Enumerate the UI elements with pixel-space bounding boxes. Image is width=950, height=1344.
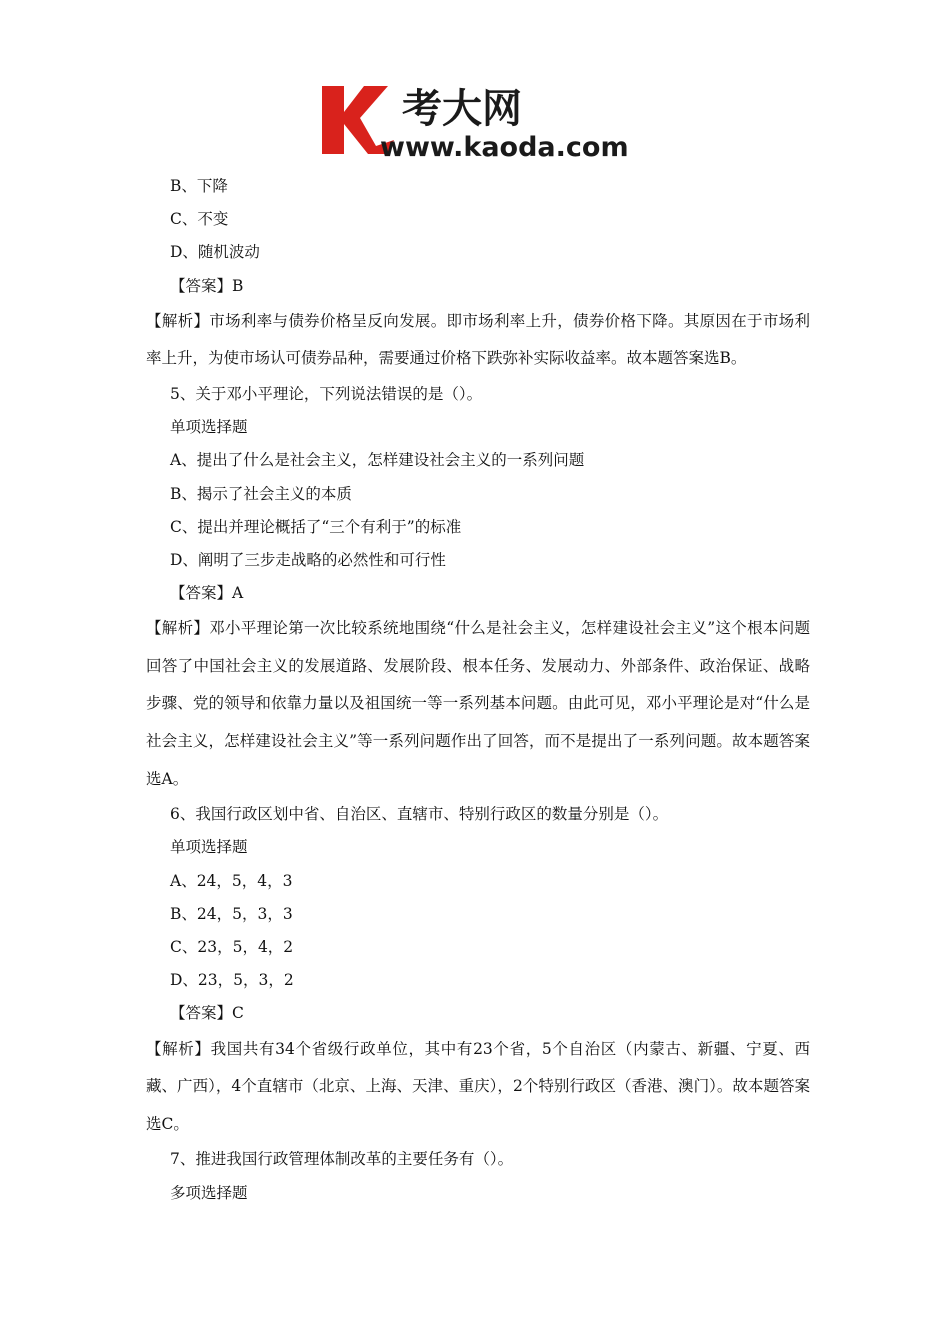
answer-6: 【答案】C — [170, 1004, 244, 1023]
question-5: 5、关于邓小平理论，下列说法错误的是（）。 — [170, 384, 483, 403]
option-d-6: D、23，5，3，2 — [170, 971, 294, 990]
kaoda-logo — [318, 78, 638, 162]
option-c-1: C、不变 — [170, 210, 229, 229]
question-type-5: 单项选择题 — [170, 418, 248, 437]
option-d-5: D、阐明了三步走战略的必然性和可行性 — [170, 550, 446, 569]
question-6: 6、我国行政区划中省、自治区、直辖市、特别行政区的数量分别是（）。 — [170, 805, 669, 824]
logo-url: www.kaoda.com — [380, 132, 629, 162]
option-b-6: B、24，5，3，3 — [170, 904, 293, 923]
option-b-5: B、揭示了社会主义的本质 — [170, 484, 352, 503]
explanation-1: 【解析】市场利率与债券价格呈反向发展。即市场利率上升，债券价格下降。其原因在于市场利率上升，为使市场认可债券品种，需要通过价格下跌弥补实际收益率。故本题答案选B。 — [146, 311, 810, 368]
explanation-6: 【解析】我国共有34个省级行政单位，其中有23个省，5个自治区（内蒙古、新疆、宁夏、西藏、广西），4个直辖市（北京、上海、天津、重庆），2个特别行政区（香港、澳门）。故本题答案选C。 — [146, 1039, 810, 1133]
option-c-6: C、23，5，4，2 — [170, 937, 294, 956]
kaoda-logo-graphic — [318, 78, 638, 162]
answer-5: 【答案】A — [170, 584, 244, 603]
question-7: 7、推进我国行政管理体制改革的主要任务有（）。 — [170, 1150, 514, 1169]
question-type-7: 多项选择题 — [170, 1183, 248, 1202]
option-c-5: C、提出并理论概括了“三个有利于”的标准 — [170, 517, 462, 536]
answer-1: 【答案】B — [170, 276, 244, 295]
explanation-5: 【解析】邓小平理论第一次比较系统地围绕“什么是社会主义，怎样建设社会主义”这个根本问题回答了中国社会主义的发展道路、发展阶段、根本任务、发展动力、外部条件、政治保证、战略步骤、党的领导和依靠力量以及祖国统一等一系列基本问题。由此可见，邓小平理论是对“什么是社会主义，怎样建设社会主义”等一系列问题作出了回答，而不是提出了一系列问题。故本题答案选A。 — [146, 619, 810, 788]
option-a-6: A、24，5，4，3 — [170, 871, 293, 890]
logo-name: 考大网 — [402, 86, 522, 132]
option-b-1: B、下降 — [170, 177, 228, 195]
option-a-5: A、提出了什么是社会主义，怎样建设社会主义的一系列问题 — [170, 451, 585, 470]
question-type-6: 单项选择题 — [170, 838, 248, 857]
option-d-1: D、随机波动 — [170, 243, 260, 262]
document-body — [146, 170, 810, 1210]
